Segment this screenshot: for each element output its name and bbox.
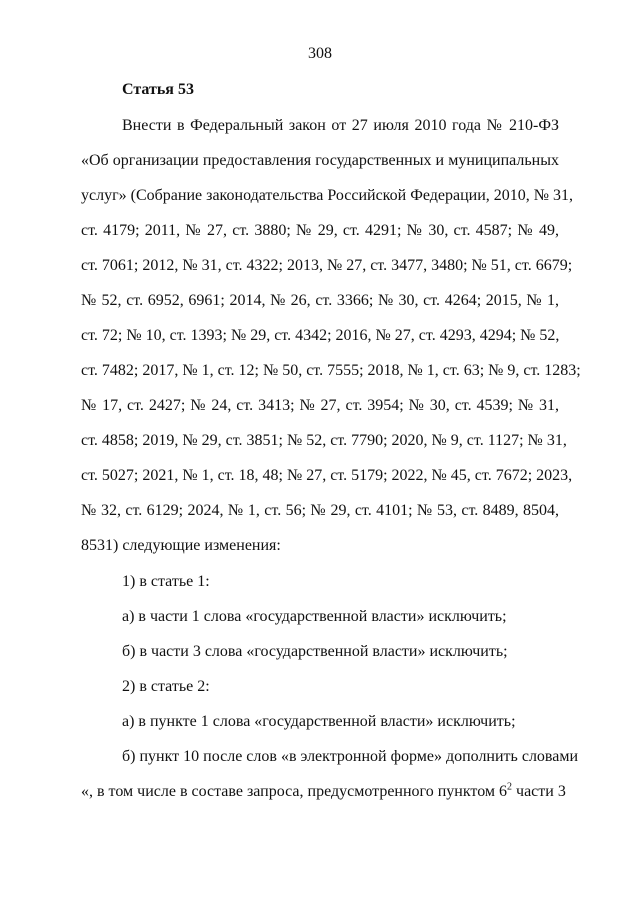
body-line: услуг» (Собрание законодательства Российской Федерации, 2010, № 31, (81, 187, 574, 204)
last-line-tail: части 3 (512, 783, 566, 800)
body-line: № 52, ст. 6952, 6961; 2014, № 26, ст. 3366; № 30, ст. 4264; 2015, № 1, (81, 292, 559, 309)
body-line: ст. 7061; 2012, № 31, ст. 4322; 2013, № 27, ст. 3477, 3480; № 51, ст. 6679; (81, 257, 573, 274)
body-line: 8531) следующие изменения: (81, 537, 281, 554)
last-line-text: «, в том числе в составе запроса, предусмотренного пунктом 6 (81, 783, 508, 800)
list-item: 2) в статье 2: (122, 678, 210, 695)
list-item: а) в части 1 слова «государственной власти» исключить; (122, 608, 507, 625)
body-line: № 32, ст. 6129; 2024, № 1, ст. 56; № 29, ст. 4101; № 53, ст. 8489, 8504, (81, 502, 559, 519)
body-line: Внести в Федеральный закон от 27 июля 2010 года № 210-ФЗ (122, 117, 559, 134)
list-item: б) пункт 10 после слов «в электронной форме» дополнить словами (122, 748, 579, 765)
body-line: № 17, ст. 2427; № 24, ст. 3413; № 27, ст. 3954; № 30, ст. 4539; № 31, (81, 397, 559, 414)
body-line: «Об организации предоставления государственных и муниципальных (81, 152, 559, 169)
list-item: 1) в статье 1: (122, 573, 210, 590)
body-line: ст. 7482; 2017, № 1, ст. 12; № 50, ст. 7555; 2018, № 1, ст. 63; № 9, ст. 1283; (81, 362, 581, 379)
article-title: Статья 53 (122, 81, 194, 98)
list-item: б) в части 3 слова «государственной власти» исключить; (122, 643, 508, 660)
body-line: ст. 72; № 10, ст. 1393; № 29, ст. 4342; 2016, № 27, ст. 4293, 4294; № 52, (81, 327, 560, 344)
superscript: 2 (507, 781, 513, 793)
body-line-last (81, 781, 566, 802)
body-line: ст. 5027; 2021, № 1, ст. 18, 48; № 27, ст. 5179; 2022, № 45, ст. 7672; 2023, (81, 467, 573, 484)
list-item: а) в пункте 1 слова «государственной власти» исключить; (122, 713, 516, 730)
body-line: ст. 4179; 2011, № 27, ст. 3880; № 29, ст. 4291; № 30, ст. 4587; № 49, (81, 222, 559, 239)
body-line: ст. 4858; 2019, № 29, ст. 3851; № 52, ст. 7790; 2020, № 9, ст. 1127; № 31, (81, 432, 567, 449)
page-number: 308 (308, 45, 332, 62)
